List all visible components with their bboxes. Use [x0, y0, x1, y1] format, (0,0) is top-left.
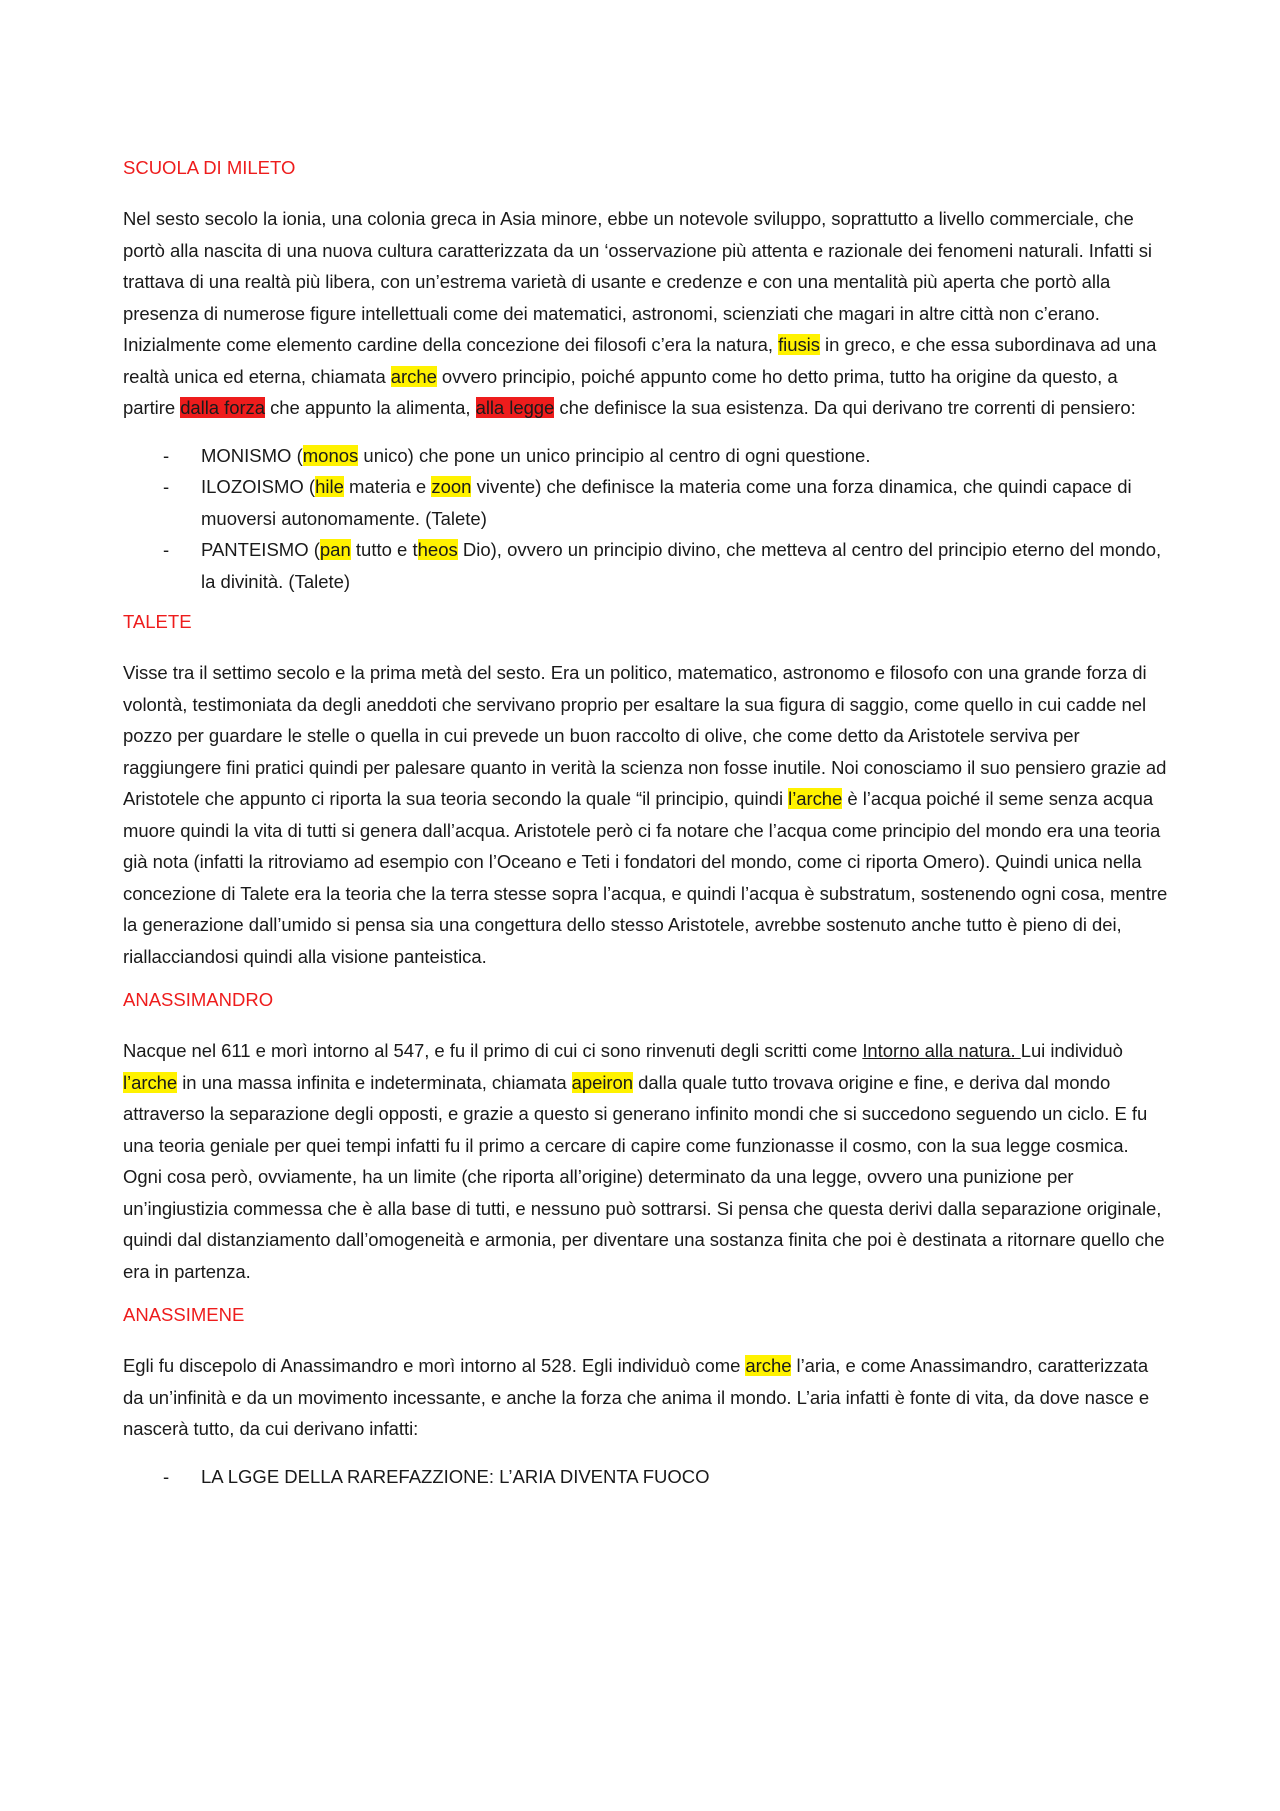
- highlight-apeiron: apeiron: [571, 1071, 634, 1093]
- paragraph-anassimene: [123, 1350, 1168, 1445]
- text-run: Nacque nel 611 e morì intorno al 547, e fu il primo di cui ci sono rinvenuti degli scritti come: [123, 1040, 863, 1061]
- list-anassimene: [123, 1461, 1168, 1493]
- text-run: Dio), ovvero un principio divino, che metteva al centro del principio eterno del mondo, la divinità. (Talete): [201, 539, 1162, 592]
- list-item-rarefazione: [123, 1461, 1168, 1493]
- highlight-hile: hile: [315, 476, 344, 497]
- text-run: in greco, e che essa subordinava ad una realtà unica ed eterna, chiamata: [123, 334, 1157, 387]
- highlight-pan: pan: [319, 539, 351, 560]
- text-run: l’aria, e come Anassimandro, caratterizzata da un’infinità e da un movimento incessante, e anche la forza che anima il mondo. L’aria infatti è fonte di vita, da dove nasce e nascerà tutto, da cui derivano infatti:: [123, 1355, 1150, 1439]
- text-run: materia e: [343, 476, 432, 497]
- underlined-title-intorno-alla-natura: Intorno alla natura.: [862, 1040, 1021, 1061]
- text-run: che definisce la sua esistenza. Da qui derivano tre correnti di pensiero:: [554, 397, 1136, 418]
- document-body: [123, 156, 1168, 1505]
- list-correnti: [123, 440, 1168, 598]
- text-run: PANTEISMO (: [201, 539, 320, 560]
- text-run: tutto e t: [350, 539, 418, 560]
- text-run: LA LGGE DELLA RAREFAZZIONE: L’ARIA DIVENTA FUOCO: [201, 1465, 710, 1487]
- highlight-fiusis: fiusis: [778, 334, 820, 355]
- text-run: Visse tra il settimo secolo e la prima metà del sesto. Era un politico, matematico, astronomo e filosofo con una grande forza di volontà, testimoniata da degli aneddoti che servivano proprio per esaltare la sua figura di saggio, come quello in cui cadde nel pozzo per guardare le stelle o quella in cui prevede un buon raccolto di olive, che come detto da Aristotele serviva per raggiungere fini pratici quindi per palesare quanto in verità la scienza non fosse inutile. Noi conosciamo il suo pensiero grazie ad Aristotele che appunto ci riporta la sua teoria secondo la quale “il principio, quindi: [123, 662, 1167, 809]
- highlight-zoon: zoon: [431, 476, 472, 497]
- highlight-theos: heos: [417, 539, 458, 560]
- heading-anassimene: ANASSIMENE: [123, 1304, 245, 1325]
- heading-talete: TALETE: [123, 611, 192, 632]
- heading-scuola-di-mileto: SCUOLA DI MILETO: [123, 157, 296, 178]
- paragraph-mileto: [123, 203, 1168, 424]
- highlight-alla-legge: alla legge: [475, 397, 555, 418]
- highlight-arche: arche: [745, 1355, 792, 1376]
- list-item-panteismo: [123, 534, 1168, 597]
- highlight-arche: arche: [390, 365, 437, 387]
- highlight-larche: l’arche: [788, 788, 843, 809]
- text-run: dalla quale tutto trovava origine e fine, e deriva dal mondo attraverso la separazione degli opposti, e grazie a questo si generano infinito mondi che si succedono seguendo un ciclo. E fu una teoria geniale per quei tempi infatti fu il primo a cercare di capire come funzionasse il cosmo, con la sua legge cosmica. Ogni cosa però, ovviamente, ha un limite (che riporta all’origine) determinato da una legge, ovvero una punizione per un’ingiustizia commessa che è alla base di tutti, e nessuno può sottrarsi. Si pensa che questa derivi dalla separazione originale, quindi dal distanziamento dall’omogeneità e armonia, per diventare una sostanza finita che poi è destinata a ritornare quello che era in partenza.: [123, 1071, 1165, 1282]
- paragraph-talete: [123, 657, 1168, 972]
- highlight-larche: l’arche: [123, 1071, 178, 1093]
- text-run: Egli fu discepolo di Anassimandro e morì intorno al 528. Egli individuò come: [123, 1355, 746, 1376]
- dash-bullet: -: [163, 476, 170, 497]
- text-run: in una massa infinita e indeterminata, chiamata: [177, 1071, 572, 1093]
- text-run: che appunto la alimenta,: [265, 397, 476, 418]
- dash-bullet: -: [163, 1465, 170, 1487]
- paragraph-anassimandro: [123, 1035, 1168, 1287]
- highlight-monos: monos: [302, 444, 359, 466]
- text-run: ovvero principio, poiché appunto come ho detto prima, tutto ha origine da questo, a partire: [123, 365, 1118, 418]
- text-run: è l’acqua poiché il seme senza acqua muore quindi la vita di tutti si genera dall’acqua. Aristotele però ci fa notare che l’acqua come principio del mondo era una teoria già nota (infatti la ritroviamo ad esempio con l’Oceano e Teti i fondatori del mondo, come ci riporta Omero). Quindi unica nella concezione di Talete era la teoria che la terra stesse sopra l’acqua, e quindi l’acqua è substratum, sostenendo ogni cosa, mentre la generazione dall’umido si pensa sia una congettura dello stesso Aristotele, avrebbe sostenuto anche tutto è pieno di dei, riallacciandosi quindi alla visione panteistica.: [123, 788, 1168, 967]
- highlight-dalla-forza: dalla forza: [180, 397, 265, 418]
- text-run: vivente) che definisce la materia come una forza dinamica, che quindi capace di muoversi autonomamente. (Talete): [201, 476, 1132, 529]
- heading-anassimandro: ANASSIMANDRO: [123, 989, 274, 1010]
- text-run: unico) che pone un unico principio al centro di ogni questione.: [358, 444, 871, 466]
- text-run: MONISMO (: [201, 444, 303, 466]
- text-run: Lui individuò: [1020, 1040, 1123, 1061]
- text-run: ILOZOISMO (: [201, 476, 316, 497]
- text-run: Nel sesto secolo la ionia, una colonia greca in Asia minore, ebbe un notevole sviluppo, soprattutto a livello commerciale, che portò alla nascita di una nuova cultura caratterizzata da un ‘osservazione più attenta e razionale dei fenomeni naturali. Infatti si trattava di una realtà più libera, con un’estrema varietà di usante e credenze e con una mentalità più aperta che portò alla presenza di numerose figure intellettuali come dei matematici, astronomi, scienziati che magari in altre città non c’erano. Inizialmente come elemento cardine della concezione dei filosofi c’era la natura,: [123, 208, 1152, 355]
- list-item-monismo: [123, 440, 1168, 472]
- dash-bullet: -: [163, 539, 170, 560]
- dash-bullet: -: [163, 444, 170, 466]
- list-item-ilozoismo: [123, 471, 1168, 534]
